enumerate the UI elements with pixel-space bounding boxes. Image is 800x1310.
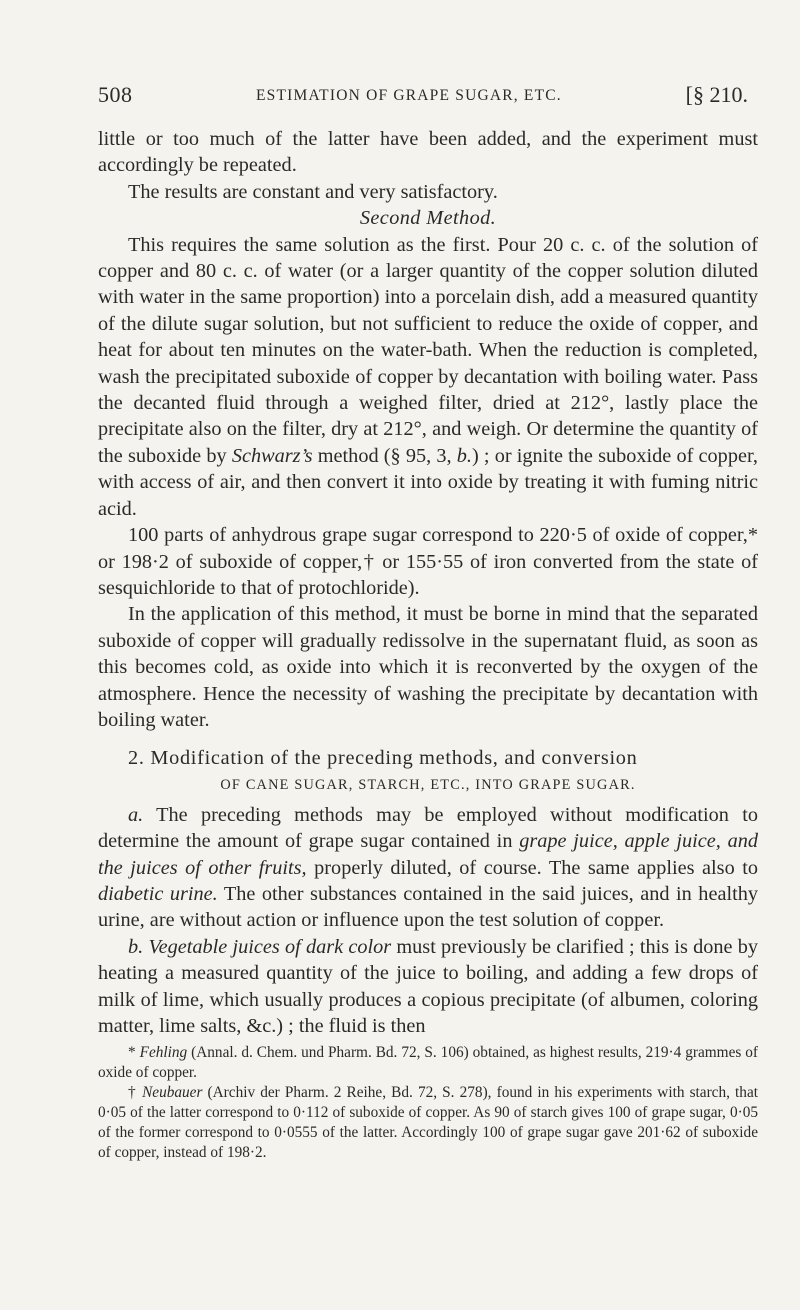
section-heading-line-1: 2. Modification of the preceding methods, and conversion <box>128 747 638 770</box>
section-reference: [§ 210. <box>685 82 748 107</box>
main-text <box>98 126 758 1163</box>
paragraph-second-method <box>98 232 758 522</box>
footnote-mark: * <box>128 1044 136 1062</box>
paragraph-application: In the application of this method, it must be borne in mind that the separated suboxide of copper will gradually redissolve in the supernatant fluid, as soon as this becomes cold, as oxide into which it is reconverted by the oxygen of the atmosphere. Hence the necessity of washing the precipitate by decantation with boiling water. <box>98 603 758 731</box>
item-label-b: b. <box>128 935 144 958</box>
method-heading: Second Method. <box>359 207 497 230</box>
text-segment: method (§ 95, 3, <box>312 444 457 467</box>
footnote-mark: † <box>128 1084 137 1102</box>
paragraph-proportions: 100 parts of anhydrous grape sugar correspond to 220·5 of oxide of copper,* or 198·2 of suboxide of copper,† or 155·55 of iron converted from the state of sesquichloride to that of protochloride). <box>98 524 758 599</box>
italic-phrase: grape juice, apple juice, and the juices of other fruits, <box>98 830 759 879</box>
italic-phrase: Vegetable juices of dark color <box>148 935 392 958</box>
page-number: 508 <box>98 82 133 107</box>
text-segment: properly diluted, of course. The same applies also to <box>306 856 758 879</box>
item-label-a: a. <box>128 803 144 826</box>
footnotes <box>98 1043 758 1163</box>
footnote-author: Neubauer <box>142 1084 203 1102</box>
paragraph-a <box>98 802 758 934</box>
footnote-text: (Archiv der Pharm. 2 Reihe, Bd. 72, S. 278), found in his experiments with starch, that 0·05 of the latter correspond to 0·112 of suboxide of copper. As 90 of starch gives 100 of grape sugar, 0·05 of the former correspond to 0·0555 of the latter. Accordingly 100 of grape sugar gave 201·62 of suboxide of copper, instead of 198·2. <box>98 1084 758 1162</box>
footnote-2 <box>98 1083 758 1163</box>
text-segment: The other substances contained in the said juices, and in healthy urine, are without action or influence upon the test solution of copper. <box>98 882 758 932</box>
text-segment: ) ; or ignite the suboxide of copper, with access of air, and then convert it into oxide by treating it with fuming nitric acid. <box>98 444 758 520</box>
paragraph-results: The results are constant and very satisfactory. <box>128 180 498 203</box>
paragraph-b <box>98 934 758 1040</box>
italic-reference: b. <box>456 444 472 467</box>
footnote-text: (Annal. d. Chem. und Pharm. Bd. 72, S. 106) obtained, as highest results, 219·4 grammes of oxide of copper. <box>98 1044 759 1082</box>
text-segment: must previously be clarified ; this is done by heating a measured quantity of the juice to boiling, and adding a few drops of milk of lime, which usually produces a copious precipitate (of albumen, coloring matter, lime salts, &c.) ; the fluid is then <box>98 935 759 1037</box>
italic-name: Schwarz’s <box>231 444 313 467</box>
text-segment: This requires the same solution as the first. Pour 20 c. c. of the solution of copper and 80 c. c. of water (or a larger quantity of the copper solution diluted with water in the same proportion) into a porcelain dish, add a measured quantity of the dilute sugar solution, but not sufficient to reduce the oxide of copper, and heat for about ten minutes on the water-bath. When the reduction is completed, wash the precipitated suboxide of copper by decantation with boiling water. Pass the decanted fluid through a weighed filter, dried at 212°, lastly place the precipitate also on the filter, dry at 212°, and weigh. Or determine the quantity of the suboxide by <box>98 233 758 467</box>
section-heading-line-2: OF CANE SUGAR, STARCH, ETC., INTO GRAPE SUGAR. <box>220 776 636 793</box>
footnote-1 <box>98 1043 758 1083</box>
paragraph-continuation: little or too much of the latter have been added, and the experiment must accordingly be repeated. <box>98 128 758 177</box>
text-segment: The preceding methods may be employed without modification to determine the amount of grape sugar contained in <box>98 803 758 853</box>
footnote-author: Fehling <box>139 1044 188 1062</box>
page-header <box>98 82 748 116</box>
running-title: ESTIMATION OF GRAPE SUGAR, ETC. <box>256 87 562 104</box>
italic-phrase: diabetic urine. <box>98 882 218 905</box>
